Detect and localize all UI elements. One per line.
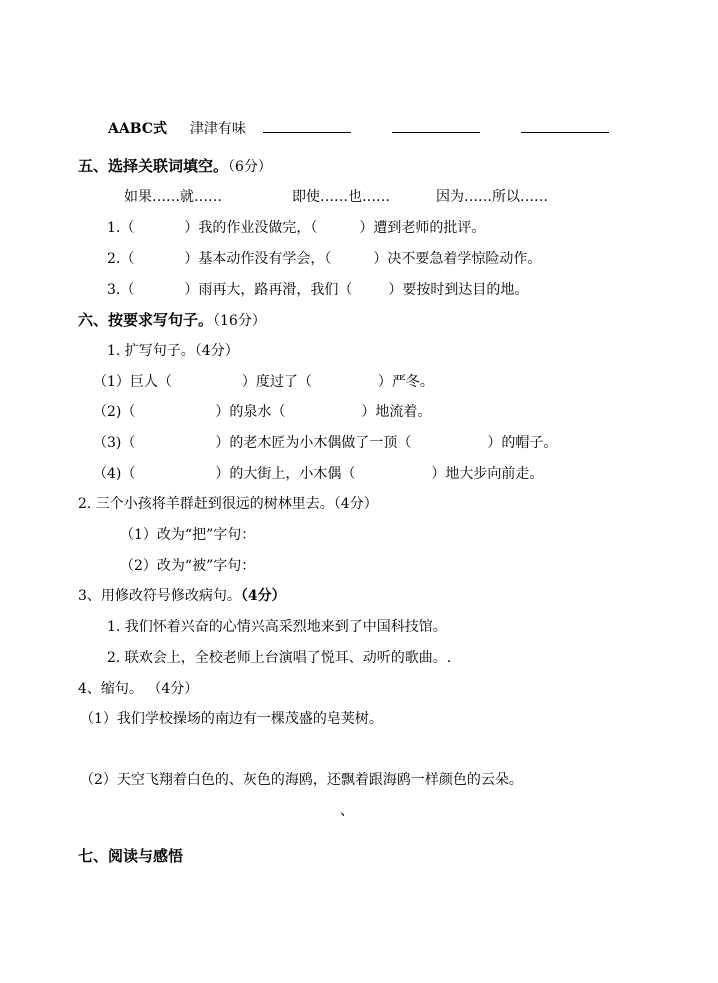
sentence-item: 1. 我们怀着兴奋的心情兴高采烈地来到了中国科技馆。 <box>107 619 447 635</box>
expand-item: （1）巨人（ ）度过了（ ）严冬。 <box>93 374 434 390</box>
stray-mark: 、 <box>340 803 354 819</box>
section6-q3-title: 3、用修改符号修改病句。（4分） <box>78 588 286 604</box>
expand-item: （3)（ ）的老木匠为小木偶做了一顶（ ）的帽子。 <box>93 435 558 451</box>
section6-q2-sub: （1）改为“把”字句： <box>120 527 256 543</box>
section6-q4-title: 4、缩句。 （4分） <box>78 681 199 697</box>
expand-item: （2)（ ）的泉水（ ）地流着。 <box>93 404 432 420</box>
answer-blank[interactable] <box>263 118 351 133</box>
aabc-label: AABC式 <box>108 121 167 137</box>
section6-q1-title: 1. 扩写句子。（4分） <box>107 343 239 359</box>
section5-option: 因为……所以…… <box>436 189 548 205</box>
section5-option: 如果……就…… <box>124 189 222 205</box>
section5-heading: 五、选择关联词填空。（6分） <box>78 157 272 175</box>
answer-blank[interactable] <box>392 118 480 133</box>
expand-item: （4)（ ）的大街上，小木偶（ ）地大步向前走。 <box>93 466 544 482</box>
sentence-item: （2）天空飞翔着白色的、灰色的海鸥，还飘着跟海鸥一样颜色的云朵。 <box>80 772 523 788</box>
section5-item: 2.（ ）基本动作没有学会，（ ）决不要急着学惊险动作。 <box>107 251 542 267</box>
answer-blank[interactable] <box>521 118 609 133</box>
section6-heading: 六、按要求写句子。（16分） <box>78 311 266 329</box>
section5-item: 1.（ ）我的作业没做完，（ ）遭到老师的批评。 <box>107 220 486 236</box>
section6-q2-sub: （2）改为“被”字句： <box>120 558 256 574</box>
aabc-example: 津津有味 <box>189 121 246 137</box>
sentence-item: （1）我们学校操场的南边有一棵茂盛的皂荚树。 <box>80 711 383 727</box>
section7-heading: 七、阅读与感悟 <box>78 847 184 865</box>
section5-option: 即使……也…… <box>292 189 390 205</box>
aabc-line <box>108 118 609 138</box>
section5-item: 3.（ ）雨再大，路再滑，我们（ ）要按时到达目的地。 <box>107 282 529 298</box>
section6-q2-title: 2. 三个小孩将羊群赶到很远的树林里去。（4分） <box>78 496 378 512</box>
sentence-item: 2. 联欢会上，全校老师上台演唱了悦耳、动听的歌曲。. <box>107 650 452 666</box>
